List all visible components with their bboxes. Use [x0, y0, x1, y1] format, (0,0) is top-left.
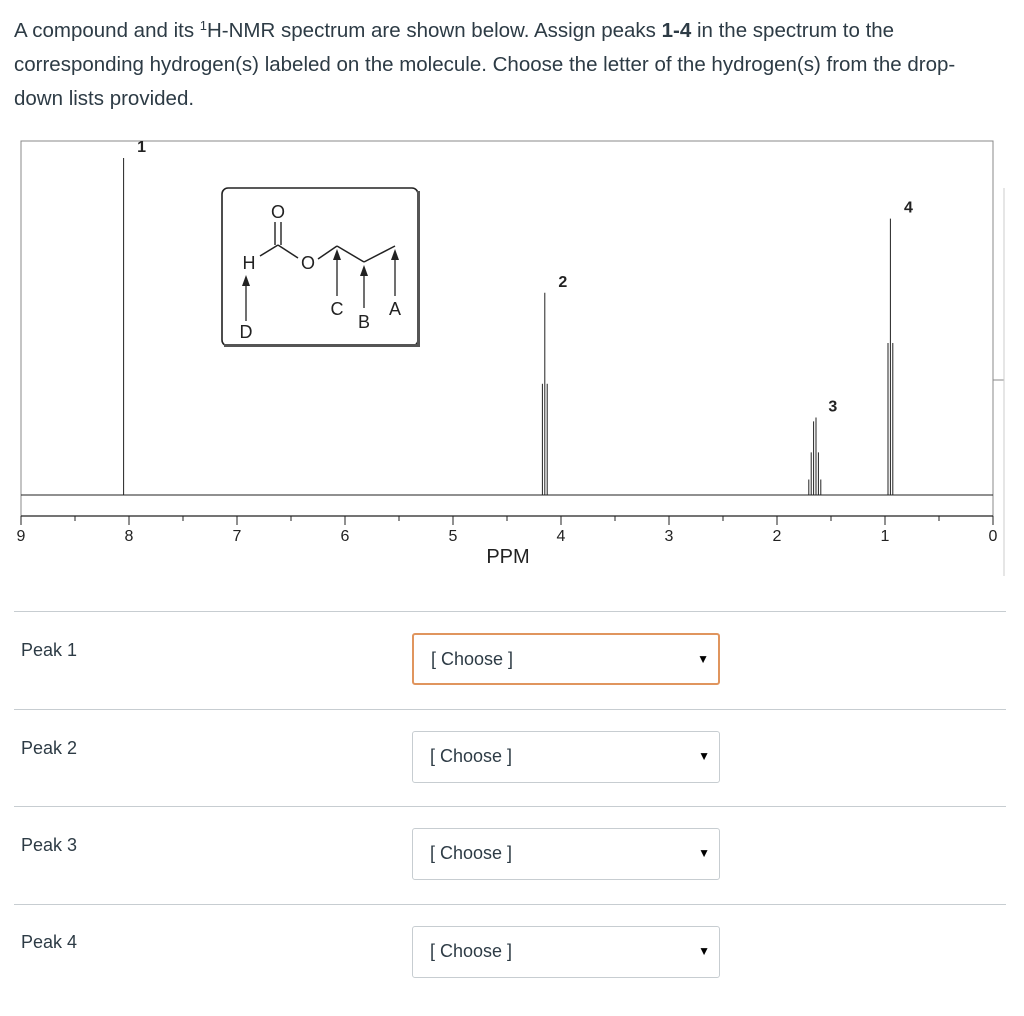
nmr-spectrum — [0, 138, 1024, 578]
x-axis-tick-label: 8 — [124, 528, 134, 545]
label-d: D — [239, 322, 253, 342]
x-axis-tick-label: 1 — [880, 528, 890, 545]
divider — [14, 611, 1006, 612]
nmr-peak-label: 4 — [903, 199, 913, 217]
nmr-peak-label: 1 — [137, 139, 147, 156]
triangle-down-icon: ▼ — [698, 846, 710, 860]
nmr-spectrum-chart — [0, 138, 1024, 578]
peak-4-select-value: [ Choose ] — [430, 941, 513, 961]
x-axis-title: PPM — [486, 546, 530, 568]
x-axis-tick-label: 7 — [232, 528, 242, 545]
peak-4-select[interactable] — [412, 926, 720, 978]
divider — [14, 709, 1006, 710]
question-part-3: in the spectrum to the corresponding hydrogen(s) labeled on the molecule. Choose the letter of the hydrogen(s) from the drop-down lists provided. — [14, 19, 956, 110]
nmr-peak-label: 2 — [558, 273, 568, 291]
nmr-peak-label: 3 — [828, 398, 838, 416]
peak-3-label: Peak 3 — [21, 835, 78, 855]
x-axis-tick-label: 6 — [340, 528, 350, 545]
x-axis-tick-label: 2 — [772, 528, 782, 545]
nmr-peak-4 — [888, 219, 893, 495]
triangle-down-icon: ▼ — [698, 749, 710, 763]
triangle-down-icon: ▼ — [698, 944, 710, 958]
nmr-peak-2 — [542, 293, 547, 495]
divider — [14, 904, 1006, 905]
peak-1-select-value: [ Choose ] — [431, 649, 514, 669]
question-part-1: A compound and its — [14, 19, 200, 42]
triangle-down-icon: ▼ — [697, 652, 709, 666]
formyl-hydrogen: H — [242, 253, 256, 273]
peak-4-label: Peak 4 — [21, 932, 78, 952]
x-axis-tick-label: 5 — [448, 528, 458, 545]
question-text — [14, 14, 1004, 116]
ester-oxygen: O — [300, 253, 316, 273]
x-axis-tick-label: 9 — [16, 528, 26, 545]
question-bold-range: 1-4 — [661, 19, 692, 42]
question-part-2: H-NMR spectrum are shown below. Assign peaks — [207, 19, 662, 42]
x-axis-ticks — [17, 516, 998, 545]
label-a: A — [388, 299, 402, 319]
divider — [14, 806, 1006, 807]
peak-2-select-value: [ Choose ] — [430, 746, 513, 766]
nmr-peak-3 — [809, 417, 821, 495]
x-axis-tick-label: 4 — [556, 528, 566, 545]
peak-3-select[interactable] — [412, 828, 720, 880]
peak-2-label: Peak 2 — [21, 738, 78, 758]
plot-frame — [21, 141, 993, 516]
carbonyl-oxygen: O — [270, 202, 286, 222]
spectrum-peaks — [21, 139, 993, 495]
peak-3-select-value: [ Choose ] — [430, 843, 513, 863]
label-c: C — [330, 299, 344, 319]
peak-1-select[interactable] — [412, 633, 720, 685]
x-axis-tick-label: 0 — [988, 528, 998, 545]
peak-2-select[interactable] — [412, 731, 720, 783]
peak-1-label: Peak 1 — [21, 640, 78, 660]
label-b: B — [357, 312, 371, 332]
x-axis-tick-label: 3 — [664, 528, 674, 545]
question-superscript: 1 — [199, 18, 207, 33]
molecule-structure — [222, 188, 420, 347]
